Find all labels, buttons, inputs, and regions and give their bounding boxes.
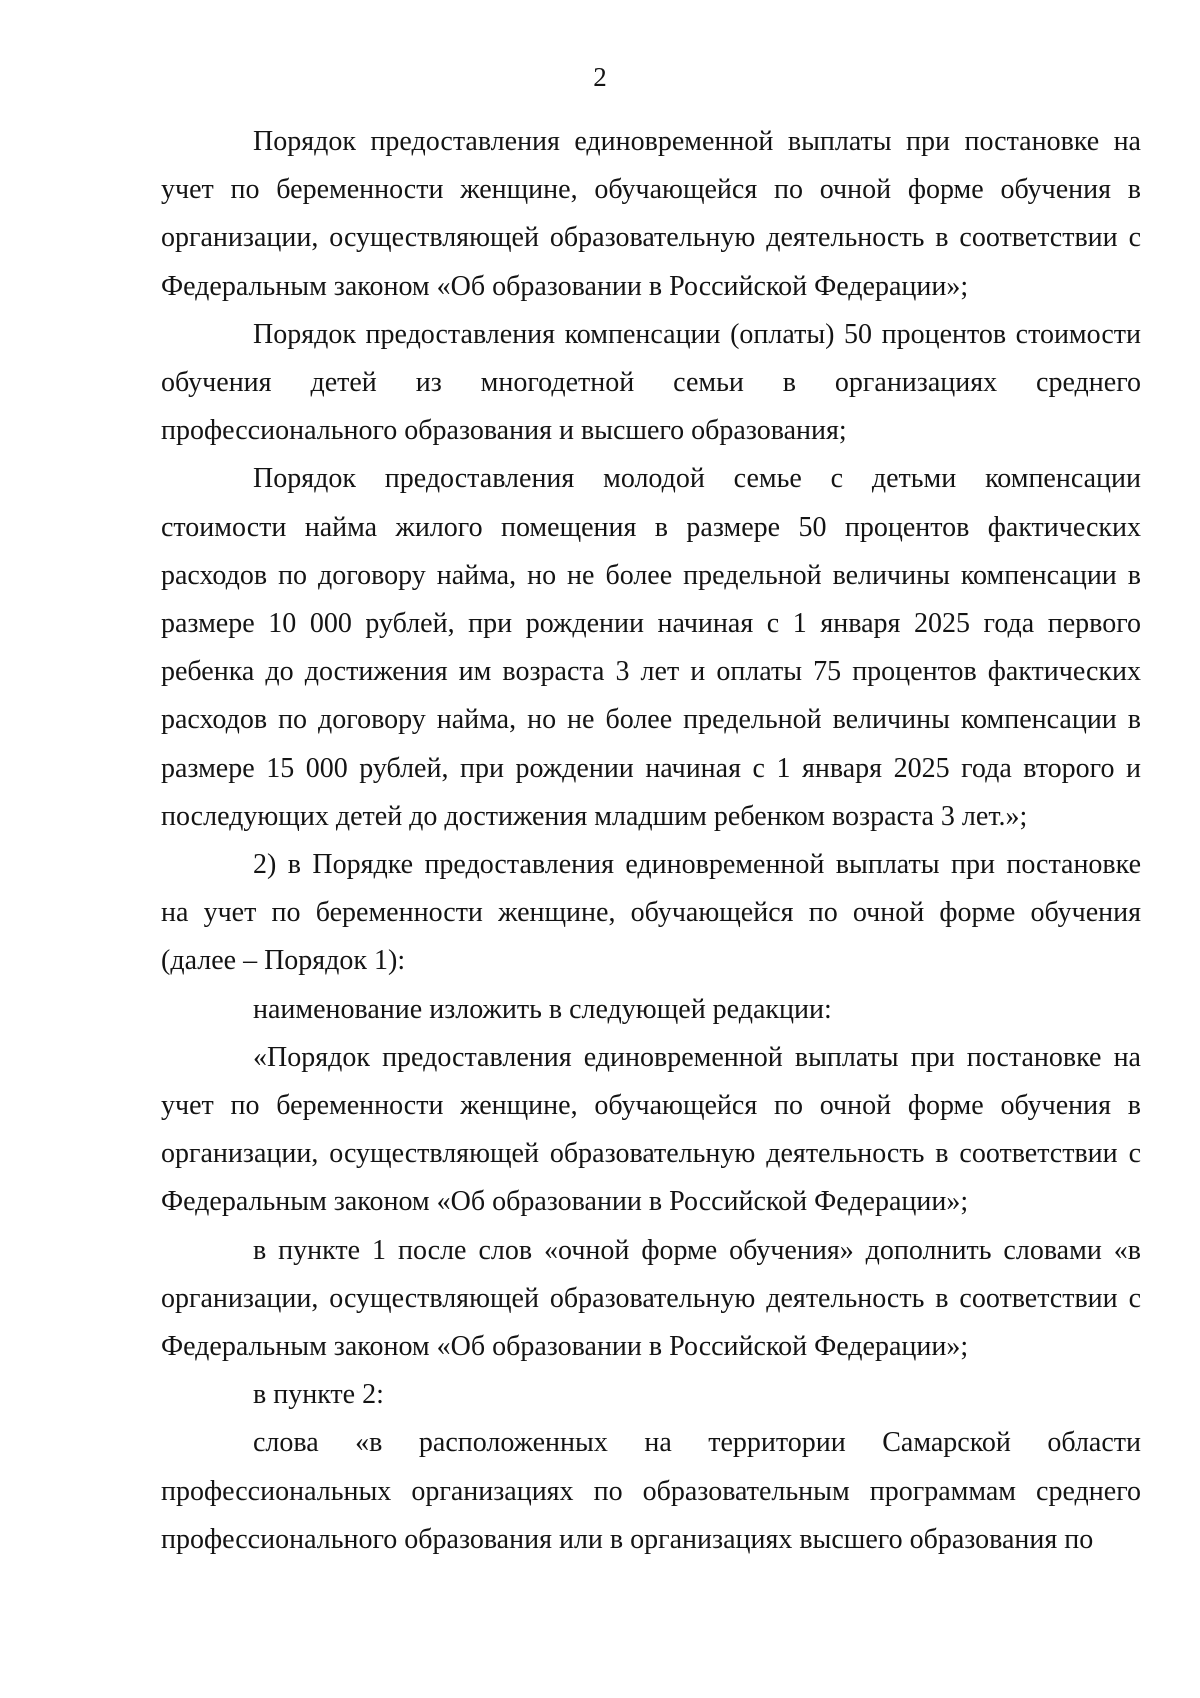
paragraph-procedure-housing-compensation: Порядок предоставления молодой семье с детьми компенсации стоимости найма жилого помещения в размере 50 процентов фактических расходов по договору найма, но не более предельной величины компенсации в размере 10 000 рублей, при рождении начиная с 1 января 2025 года первого ребенка до достижения им возраста 3 лет и оплаты 75 процентов фактических расходов по договору найма, но не более предельной величины компенсации в размере 15 000 рублей, при рождении начиная с 1 января 2025 года второго и последующих детей до достижения младшим ребенком возраста 3 лет.»; <box>161 463 1141 832</box>
paragraph-clause-2-heading: в пункте 2: <box>253 1379 384 1411</box>
document-body <box>161 118 1141 1564</box>
paragraph-clause-2-words: слова «в расположенных на территории Самарской области профессиональных организациях по образовательным программам среднего профессионального образования или в организациях высшего образования по <box>161 1427 1141 1555</box>
paragraph-title-change: наименование изложить в следующей редакции: <box>253 993 832 1025</box>
paragraph-procedure-education-compensation: Порядок предоставления компенсации (оплаты) 50 процентов стоимости обучения детей из многодетной семьи в организациях среднего профессионального образования и высшего образования; <box>161 318 1141 447</box>
paragraph-clause-1-amendment: в пункте 1 после слов «очной форме обучения» дополнить словами «в организации, осуществляющей образовательную деятельность в соответствии с Федеральным законом «Об образовании в Российской Федерации»; <box>161 1234 1141 1363</box>
page-number: 2 <box>593 62 607 92</box>
paragraph-procedure-pregnancy-payment: Порядок предоставления единовременной выплаты при постановке на учет по беременности женщине, обучающейся по очной форме обучения в организации, осуществляющей образовательную деятельность в соответствии с Федеральным законом «Об образовании в Российской Федерации»; <box>161 126 1141 302</box>
paragraph-new-title: «Порядок предоставления единовременной выплаты при постановке на учет по беременности женщине, обучающейся по очной форме обучения в организации, осуществляющей образовательную деятельность в соответствии с Федеральным законом «Об образовании в Российской Федерации»; <box>161 1041 1141 1218</box>
paragraph-item-2: 2) в Порядке предоставления единовременной выплаты при постановке на учет по беременности женщине, обучающейся по очной форме обучения (далее – Порядок 1): <box>161 849 1141 977</box>
